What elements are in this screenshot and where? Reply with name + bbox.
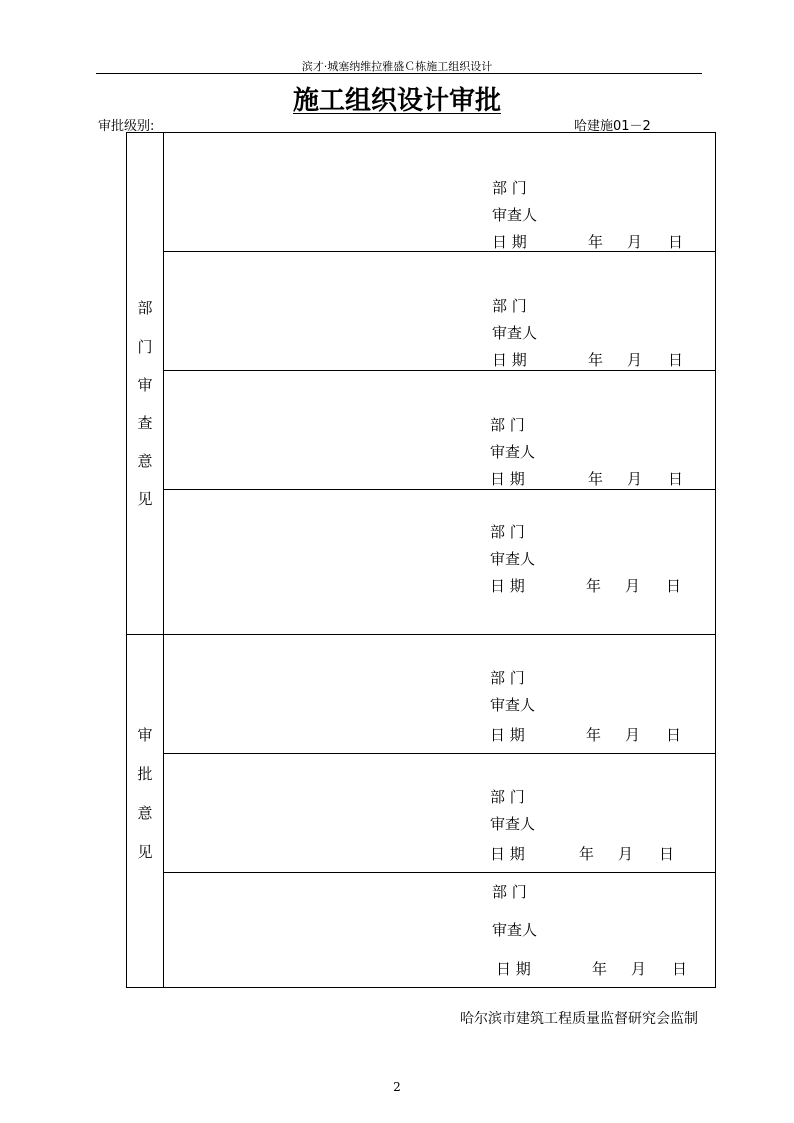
label-column-divider bbox=[163, 132, 164, 988]
page-title bbox=[0, 80, 794, 117]
label-char: 查 bbox=[137, 414, 153, 432]
reviewer-label: 审查人 bbox=[492, 206, 538, 224]
header-project-title: 滨才·城塞纳维拉雅盛Ｃ栋施工组织设计 bbox=[301, 60, 493, 73]
table-right-border bbox=[715, 132, 716, 988]
day-label: 日 bbox=[668, 351, 684, 369]
reviewer-label: 审查人 bbox=[490, 443, 536, 461]
year-label: 年 bbox=[588, 470, 604, 488]
label-char: 批 bbox=[137, 765, 153, 783]
row-divider bbox=[163, 753, 716, 754]
year-label: 年 bbox=[579, 845, 595, 863]
day-label: 日 bbox=[672, 960, 688, 978]
dept-label: 部 门 bbox=[492, 179, 527, 197]
day-label: 日 bbox=[668, 470, 684, 488]
year-label: 年 bbox=[588, 233, 604, 251]
approval-level-label: 审批级别: bbox=[98, 119, 155, 134]
year-label: 年 bbox=[586, 726, 602, 744]
dept-label: 部 门 bbox=[490, 523, 525, 541]
date-label: 日 期 bbox=[490, 577, 525, 595]
year-label: 年 bbox=[588, 351, 604, 369]
date-label: 日 期 bbox=[496, 960, 531, 978]
month-label: 月 bbox=[627, 351, 643, 369]
reviewer-label: 审查人 bbox=[492, 324, 538, 342]
dept-label: 部 门 bbox=[492, 883, 527, 901]
date-label: 日 期 bbox=[492, 233, 527, 251]
day-label: 日 bbox=[659, 845, 675, 863]
label-char: 见 bbox=[137, 490, 153, 508]
month-label: 月 bbox=[625, 577, 641, 595]
label-char: 审 bbox=[137, 726, 153, 744]
reviewer-label: 审查人 bbox=[490, 696, 536, 714]
label-char: 意 bbox=[137, 804, 153, 822]
reviewer-label: 审查人 bbox=[490, 815, 536, 833]
day-label: 日 bbox=[666, 726, 682, 744]
month-label: 月 bbox=[627, 233, 643, 251]
page-title-text: 施工组织设计审批 bbox=[292, 86, 501, 116]
reviewer-label: 审查人 bbox=[490, 550, 536, 568]
date-label: 日 期 bbox=[490, 470, 525, 488]
table-top-border bbox=[126, 132, 716, 133]
table-bottom-border bbox=[126, 987, 716, 988]
label-char: 意 bbox=[137, 452, 153, 470]
row-divider bbox=[163, 872, 716, 873]
dept-label: 部 门 bbox=[490, 788, 525, 806]
page-number: 2 bbox=[393, 1080, 401, 1094]
dept-label: 部 门 bbox=[490, 669, 525, 687]
footer-supervisor: 哈尔滨市建筑工程质量监督研究会监制 bbox=[460, 1011, 698, 1027]
day-label: 日 bbox=[666, 577, 682, 595]
day-label: 日 bbox=[668, 233, 684, 251]
date-label: 日 期 bbox=[490, 726, 525, 744]
date-label: 日 期 bbox=[490, 845, 525, 863]
header-rule bbox=[96, 73, 702, 74]
month-label: 月 bbox=[631, 960, 647, 978]
date-label: 日 期 bbox=[492, 351, 527, 369]
dept-label: 部 门 bbox=[490, 416, 525, 434]
month-label: 月 bbox=[618, 845, 634, 863]
month-label: 月 bbox=[627, 470, 643, 488]
row-divider bbox=[163, 489, 716, 490]
year-label: 年 bbox=[592, 960, 608, 978]
reviewer-label: 审查人 bbox=[492, 921, 538, 939]
label-char: 部 bbox=[137, 299, 153, 317]
label-char: 门 bbox=[137, 338, 153, 356]
dept-label: 部 门 bbox=[492, 297, 527, 315]
year-label: 年 bbox=[586, 577, 602, 595]
label-char: 见 bbox=[137, 843, 153, 861]
row-divider bbox=[163, 370, 716, 371]
month-label: 月 bbox=[625, 726, 641, 744]
section-divider bbox=[126, 634, 716, 635]
label-char: 审 bbox=[137, 376, 153, 394]
form-code: 哈建施01－2 bbox=[574, 119, 651, 134]
